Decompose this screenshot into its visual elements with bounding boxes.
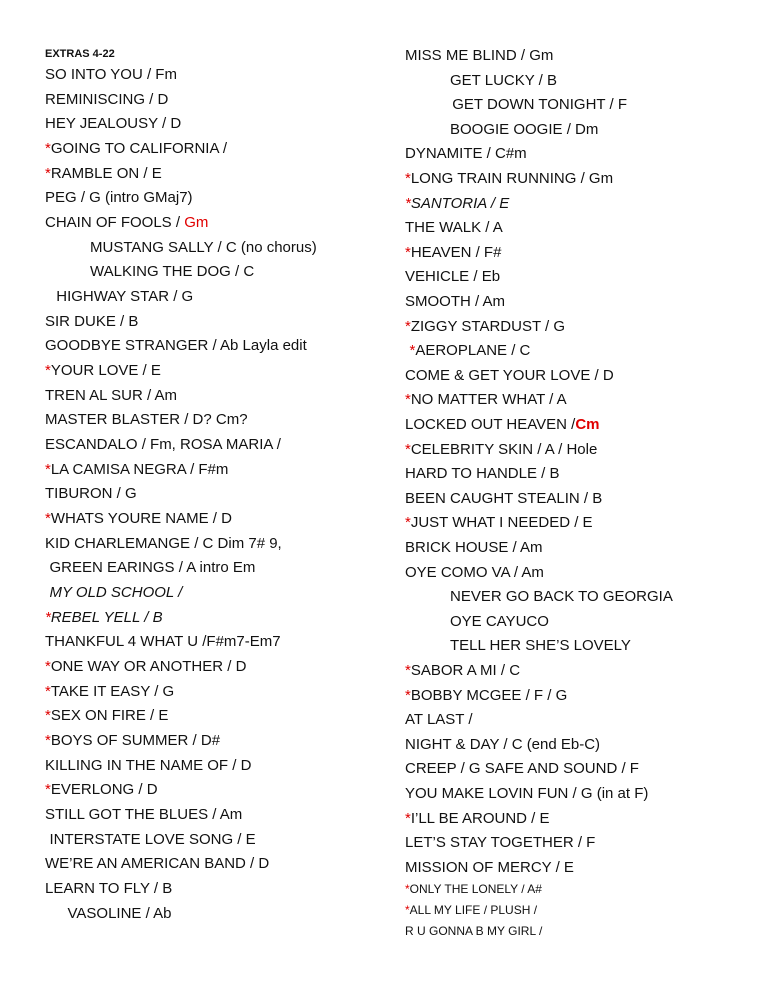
- song-entry: [405, 880, 542, 898]
- song-entry: [405, 416, 600, 434]
- song-entry: [45, 313, 138, 331]
- song-title-key: WALKING THE DOG / C: [90, 263, 255, 281]
- song-title-key: AEROPLANE / C: [415, 342, 531, 360]
- song-title-key: LET’S STAY TOGETHER / F: [405, 834, 596, 852]
- song-title-key: VASOLINE / Ab: [67, 904, 172, 922]
- priority-asterisk: *: [45, 707, 51, 725]
- priority-asterisk: *: [405, 317, 411, 335]
- song-entry: [45, 66, 177, 84]
- song-title-key: SO INTO YOU / Fm: [45, 66, 177, 83]
- priority-asterisk: *: [405, 882, 410, 896]
- song-title-key: SABOR A MI / C: [410, 662, 521, 679]
- song-entry: [45, 757, 251, 775]
- song-entry: [405, 219, 503, 237]
- song-title-key: WHATS YOURE NAME / D: [50, 510, 232, 528]
- song-entry: [45, 781, 158, 799]
- song-entry: [90, 239, 317, 257]
- song-title-key: LOCKED OUT HEAVEN /: [405, 416, 576, 433]
- priority-asterisk: *: [405, 662, 411, 679]
- priority-asterisk: *: [45, 362, 51, 380]
- song-title-key: MISS ME BLIND / Gm: [405, 47, 554, 64]
- song-title-key: WE’RE AN AMERICAN BAND / D: [45, 855, 270, 873]
- song-entry: [405, 922, 542, 940]
- song-entry: [90, 263, 254, 281]
- song-entry: [405, 662, 520, 680]
- song-entry: [405, 490, 602, 508]
- song-title-key: I’LL BE AROUND / E: [410, 809, 550, 827]
- song-title-key: DYNAMITE / C#m: [405, 145, 527, 163]
- song-entry: [45, 91, 168, 109]
- song-entry: [45, 633, 281, 651]
- song-entry: [45, 387, 177, 405]
- song-entry: [405, 785, 648, 803]
- priority-asterisk: *: [45, 164, 51, 182]
- song-entry: [405, 391, 567, 409]
- song-entry: [50, 831, 256, 849]
- song-entry: [450, 588, 673, 606]
- song-title-key: YOUR LOVE / E: [50, 362, 161, 380]
- song-entry: [405, 539, 543, 557]
- song-entry: [45, 880, 172, 898]
- song-title-key: SEX ON FIRE / E: [50, 707, 169, 725]
- song-entry: [45, 140, 227, 158]
- list-title: [45, 45, 115, 63]
- song-title-key: KILLING IN THE NAME OF / D: [45, 756, 252, 774]
- song-entry: [450, 121, 598, 139]
- song-entry: [405, 170, 613, 188]
- song-title-key: OYE CAYUCO: [450, 612, 549, 630]
- song-entry: [405, 268, 500, 286]
- song-title-key: MUSTANG SALLY / C (no chorus): [90, 238, 317, 256]
- song-entry: [450, 72, 557, 90]
- song-title-key: LA CAMISA NEGRA / F#m: [50, 460, 229, 478]
- song-title-key: JUST WHAT I NEEDED / E: [410, 514, 593, 532]
- song-title-key: NIGHT & DAY / C (end Eb-C): [405, 735, 601, 753]
- song-entry: [50, 559, 256, 577]
- song-entry: [405, 195, 509, 213]
- song-title-key: INTERSTATE LOVE SONG / E: [49, 830, 256, 848]
- song-title-key: HIGHWAY STAR / G: [56, 288, 194, 306]
- priority-asterisk: *: [45, 460, 51, 478]
- priority-asterisk: *: [405, 903, 410, 917]
- song-title-key: ESCANDALO / Fm, ROSA MARIA /: [45, 436, 281, 454]
- song-entry: [45, 214, 208, 232]
- priority-asterisk: *: [405, 809, 411, 827]
- song-entry: [45, 732, 220, 750]
- song-title-key: SANTORIA / E: [410, 194, 510, 212]
- song-entry: [45, 189, 193, 207]
- song-title-key: GREEN EARINGS / A intro Em: [49, 559, 256, 577]
- song-entry: [45, 461, 228, 479]
- song-title-key: R U GONNA B MY GIRL /: [405, 924, 543, 938]
- song-title-key: GOODBYE STRANGER / Ab Layla edit: [45, 337, 307, 355]
- song-entry: [68, 905, 172, 923]
- song-title-key: BOOGIE OOGIE / Dm: [450, 120, 599, 138]
- song-title-key: CELEBRITY SKIN / A / Hole: [410, 440, 598, 458]
- song-entry: [405, 293, 505, 311]
- song-entry: [45, 436, 281, 454]
- song-title-key: MASTER BLASTER / D? Cm?: [45, 411, 248, 429]
- song-entry: [45, 510, 232, 528]
- song-title-key: TELL HER SHE’S LOVELY: [450, 637, 631, 655]
- song-entry: [405, 760, 639, 778]
- song-title-key: COME & GET YOUR LOVE / D: [405, 366, 614, 384]
- song-entry: [45, 115, 181, 133]
- song-entry: [405, 441, 597, 459]
- song-title-key: ONE WAY OR ANOTHER / D: [50, 658, 247, 676]
- song-title-key: GOING TO CALIFORNIA /: [50, 140, 227, 157]
- song-entry: [450, 613, 549, 631]
- highlighted-key: Cm: [575, 416, 600, 433]
- song-title-key: CREEP / G SAFE AND SOUND / F: [405, 760, 639, 778]
- song-entry: [45, 806, 242, 824]
- song-title-key: HARD TO HANDLE / B: [405, 465, 560, 483]
- song-entry: [45, 362, 161, 380]
- song-entry: [405, 318, 565, 336]
- song-title-key: GET DOWN TONIGHT / F: [452, 96, 627, 114]
- song-title-key: REMINISCING / D: [45, 90, 169, 108]
- song-title-key: SIR DUKE / B: [45, 312, 139, 330]
- song-title-key: OYE COMO VA / Am: [405, 563, 544, 581]
- song-title-key: ALL MY LIFE / PLUSH /: [409, 903, 538, 917]
- song-title-key: THE WALK / A: [405, 219, 503, 237]
- priority-asterisk: *: [409, 342, 416, 360]
- song-entry: [405, 465, 559, 483]
- priority-asterisk: *: [405, 243, 411, 261]
- song-entry: [405, 736, 600, 754]
- song-entry: [405, 47, 553, 65]
- priority-asterisk: *: [405, 194, 411, 212]
- song-title-key: TAKE IT EASY / G: [50, 682, 175, 700]
- priority-asterisk: *: [405, 170, 411, 187]
- song-title-key: TREN AL SUR / Am: [45, 386, 177, 404]
- song-title-key: TIBURON / G: [45, 485, 137, 503]
- song-title-key: HEY JEALOUSY / D: [45, 115, 182, 133]
- song-entry: [405, 367, 614, 385]
- song-title-key: HEAVEN / F#: [410, 243, 502, 261]
- song-title-key: MY OLD SCHOOL /: [49, 584, 183, 602]
- song-entry: [45, 683, 174, 701]
- song-title-key: ONLY THE LONELY / A#: [409, 882, 542, 896]
- song-entry: [405, 711, 473, 729]
- song-entry: [56, 288, 193, 306]
- song-title-key: YOU MAKE LOVIN FUN / G (in at F): [405, 785, 649, 802]
- highlighted-key: Gm: [184, 214, 209, 232]
- song-title-key: BOBBY MCGEE / F / G: [410, 686, 568, 704]
- song-entry: [405, 859, 574, 877]
- song-entry: [45, 707, 168, 725]
- priority-asterisk: *: [45, 140, 51, 157]
- priority-asterisk: *: [45, 732, 51, 750]
- song-title-key: LONG TRAIN RUNNING / Gm: [410, 170, 614, 187]
- song-entry: [45, 411, 248, 429]
- song-entry: [450, 637, 631, 655]
- song-title-key: NO MATTER WHAT / A: [410, 391, 567, 409]
- song-entry: [45, 535, 282, 553]
- song-title-key: BEEN CAUGHT STEALIN / B: [405, 489, 603, 507]
- song-title-key: EXTRAS 4-22: [45, 48, 115, 60]
- song-title-key: LEARN TO FLY / B: [45, 880, 173, 898]
- song-entry: [405, 901, 537, 919]
- song-entry: [405, 244, 501, 262]
- song-entry: [405, 834, 595, 852]
- song-entry: [410, 342, 531, 360]
- song-entry: [452, 96, 627, 114]
- priority-asterisk: *: [405, 686, 411, 704]
- song-entry: [405, 514, 593, 532]
- song-title-key: RAMBLE ON / E: [50, 164, 162, 182]
- song-entry: [405, 564, 544, 582]
- song-title-key: GET LUCKY / B: [450, 71, 557, 89]
- priority-asterisk: *: [45, 682, 51, 700]
- song-entry: [45, 658, 246, 676]
- song-title-key: REBEL YELL / B: [50, 608, 163, 626]
- song-title-key: VEHICLE / Eb: [405, 268, 501, 286]
- song-title-key: EVERLONG / D: [50, 781, 158, 799]
- song-entry: [405, 145, 527, 163]
- song-entry: [45, 855, 269, 873]
- song-title-key: NEVER GO BACK TO GEORGIA: [450, 588, 673, 606]
- song-title-key: BOYS OF SUMMER / D#: [50, 732, 221, 750]
- song-entry: [45, 485, 137, 503]
- song-title-key: KID CHARLEMANGE / C Dim 7# 9,: [45, 534, 282, 552]
- song-entry: [405, 687, 567, 705]
- priority-asterisk: *: [45, 608, 51, 626]
- song-title-key: BRICK HOUSE / Am: [405, 539, 543, 556]
- priority-asterisk: *: [405, 440, 411, 458]
- song-title-key: SMOOTH / Am: [405, 293, 506, 310]
- priority-asterisk: *: [45, 510, 51, 528]
- song-title-key: CHAIN OF FOOLS /: [45, 214, 185, 232]
- song-title-key: PEG / G (intro GMaj7): [45, 189, 193, 207]
- song-title-key: THANKFUL 4 WHAT U /F#m7-Em7: [45, 633, 281, 651]
- song-title-key: MISSION OF MERCY / E: [405, 858, 574, 876]
- song-entry: [45, 165, 162, 183]
- priority-asterisk: *: [405, 391, 411, 409]
- priority-asterisk: *: [405, 514, 411, 532]
- song-title-key: AT LAST /: [405, 711, 473, 729]
- song-entry: [50, 584, 183, 602]
- song-entry: [45, 609, 163, 627]
- song-entry: [405, 810, 550, 828]
- song-title-key: STILL GOT THE BLUES / Am: [45, 806, 243, 824]
- priority-asterisk: *: [45, 658, 51, 676]
- song-entry: [45, 337, 307, 355]
- song-title-key: ZIGGY STARDUST / G: [410, 317, 566, 335]
- priority-asterisk: *: [45, 781, 51, 799]
